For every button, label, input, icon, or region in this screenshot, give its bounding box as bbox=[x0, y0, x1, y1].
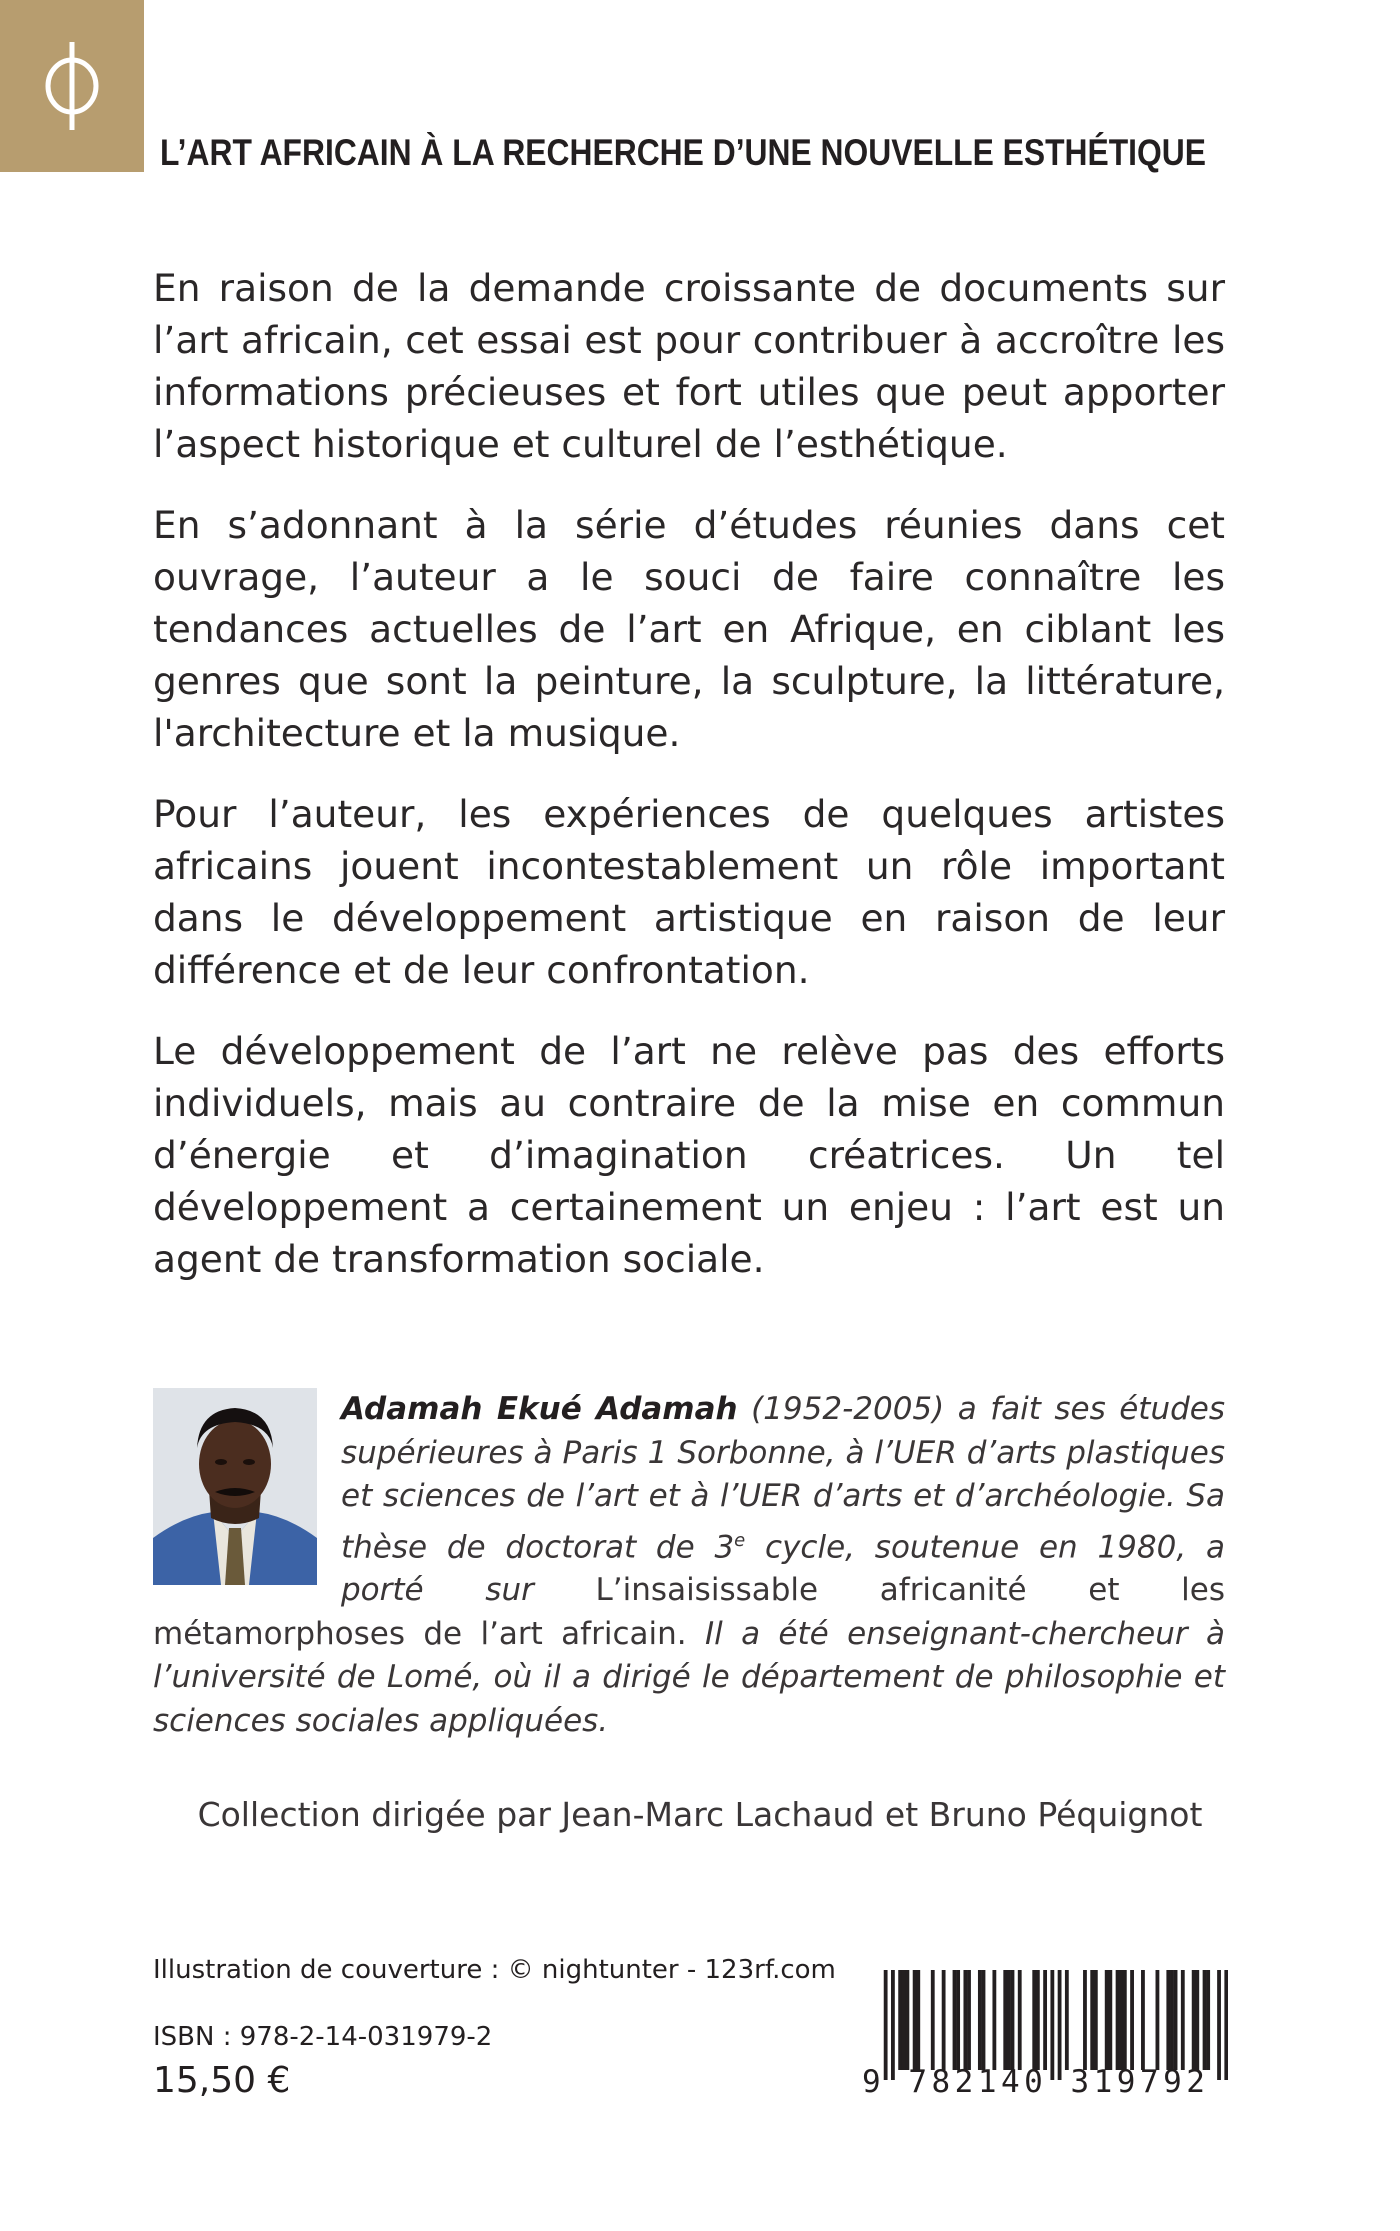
barcode-bar bbox=[967, 1970, 971, 2070]
barcode-bar bbox=[956, 1970, 960, 2070]
barcode-bar bbox=[978, 1970, 982, 2070]
barcode-bar bbox=[1018, 1970, 1022, 2070]
barcode-bar bbox=[916, 1970, 920, 2070]
blurb-paragraph: En s’adonnant à la série d’études réunies dans cet ouvrage, l’auteur a le souci de faire connaître les tendances actuelles de l’art en Afrique, en ciblant les genres que sont la peinture, la sculpture, la littérature, l'architecture et la musique. bbox=[153, 503, 1225, 755]
barcode-bar bbox=[1116, 1970, 1120, 2070]
barcode-bar bbox=[913, 1970, 917, 2070]
barcode-bar bbox=[1065, 1970, 1069, 2070]
author-bio bbox=[153, 1388, 1225, 1743]
isbn: ISBN : 978-2-14-031979-2 bbox=[153, 2022, 493, 2052]
barcode-bar bbox=[1130, 1970, 1134, 2070]
barcode-bar bbox=[1141, 1970, 1145, 2070]
price: 15,50 € bbox=[153, 2060, 291, 2101]
barcode-bar bbox=[1195, 1970, 1199, 2070]
barcode-bar bbox=[1043, 1970, 1047, 2070]
book-title: L’ART AFRICAIN À LA RECHERCHE D’UNE NOUVELLE ESTHÉTIQUE bbox=[160, 132, 1206, 173]
barcode-bar bbox=[1119, 1970, 1123, 2070]
barcode-bar bbox=[1156, 1970, 1160, 2070]
barcode-bar bbox=[982, 1970, 986, 2070]
publisher-logo bbox=[0, 0, 144, 172]
barcode-bar bbox=[1203, 1970, 1207, 2070]
barcode-bar bbox=[1090, 1970, 1094, 2070]
barcode-bar bbox=[1003, 1970, 1007, 2070]
barcode-bar bbox=[1011, 1970, 1015, 2070]
barcode-bar bbox=[1094, 1970, 1098, 2070]
barcode-bar bbox=[1170, 1970, 1174, 2070]
phi-icon bbox=[40, 40, 104, 132]
barcode-bar bbox=[905, 1970, 909, 2070]
author-bio-part: Il a été enseignant-chercheur à l’université de Lomé, où il a dirigé le département de philosophie et sciences sociales appliquées. bbox=[153, 1615, 1225, 1739]
barcode-bar bbox=[1123, 1970, 1127, 2070]
barcode-bar bbox=[1108, 1970, 1112, 2070]
barcode-digits: 9 782140 319792 bbox=[862, 2064, 1210, 2100]
barcode-bar bbox=[898, 1970, 902, 2070]
collection-line: Collection dirigée par Jean-Marc Lachaud et Bruno Péquignot bbox=[197, 1795, 1203, 1834]
author-bio-part: cycle, soutenue en 1980, a porté sur bbox=[341, 1528, 1225, 1609]
barcode-bar bbox=[1036, 1970, 1040, 2070]
barcode-bar bbox=[1007, 1970, 1011, 2070]
cover-illustration-credit: Illustration de couverture : © nightunter - 123rf.com bbox=[153, 1955, 836, 1985]
barcode-bar bbox=[1105, 1970, 1109, 2070]
thesis-title: L’insaisissable africanité et les métamorphoses de l’art africain. bbox=[153, 1572, 1225, 1652]
barcode-bar bbox=[942, 1970, 946, 2070]
barcode-bar bbox=[1032, 1970, 1036, 2070]
author-bio-part: (1952-2005) a fait ses études supérieures à Paris 1 Sorbonne, à l’UER d’arts plastiques et sciences de l’art et à l’UER d’arts et d’archéologie. Sa thèse de doctorat de 3 bbox=[341, 1391, 1225, 1565]
barcode-bar bbox=[1174, 1970, 1178, 2070]
barcode-bar bbox=[963, 1970, 967, 2070]
barcode-bar bbox=[1206, 1970, 1210, 2070]
back-cover-blurb bbox=[153, 262, 1225, 1314]
blurb-paragraph: En raison de la demande croissante de documents sur l’art africain, cet essai est pour contribuer à accroître les informations précieuses et fort utiles que peut apporter l’aspect historique et culturel de l’esthétique. bbox=[153, 266, 1225, 466]
barcode-bar bbox=[1181, 1970, 1185, 2070]
blurb-paragraph: Pour l’auteur, les expériences de quelques artistes africains jouent incontestablement un rôle important dans le développement artistique en raison de leur différence et de leur confrontation. bbox=[153, 792, 1225, 992]
ordinal-superscript: e bbox=[734, 1529, 746, 1551]
barcode-bar bbox=[992, 1970, 996, 2070]
blurb-paragraph: Le développement de l’art ne relève pas des efforts individuels, mais au contraire de la mise en commun d’énergie et d’imagination créatrices. Un tel développement a certainement un enjeu : l’art est un agent de transformation sociale. bbox=[153, 1029, 1225, 1281]
barcode-bar bbox=[1083, 1970, 1087, 2070]
author-name: Adamah Ekué Adamah bbox=[341, 1391, 738, 1427]
barcode-bar bbox=[953, 1970, 957, 2070]
barcode-bar bbox=[1192, 1970, 1196, 2070]
barcode-bar bbox=[1166, 1970, 1170, 2070]
author-portrait bbox=[153, 1388, 317, 1585]
barcode-bar bbox=[931, 1970, 935, 2070]
barcode-bar bbox=[902, 1970, 906, 2070]
